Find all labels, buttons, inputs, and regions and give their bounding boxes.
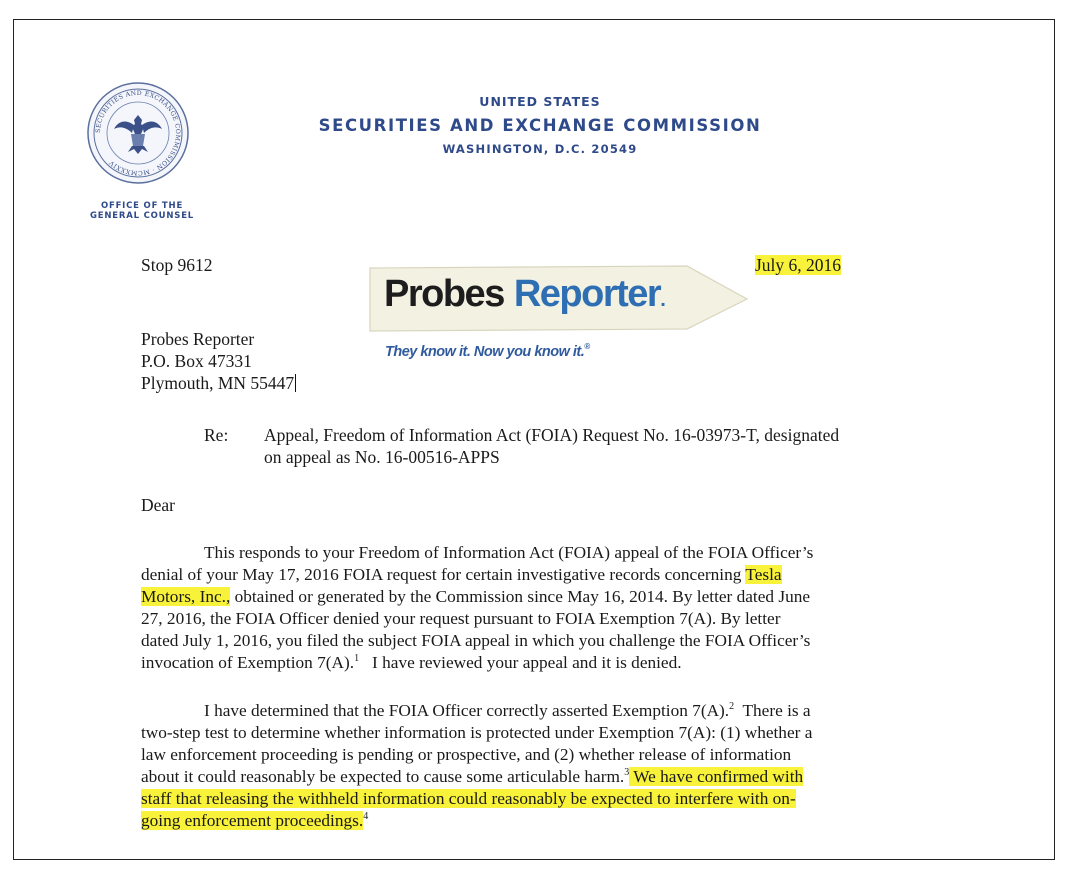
probes-reporter-logo: Probes Reporter. <box>384 273 665 315</box>
address-line-1: Probes Reporter <box>141 329 255 349</box>
paragraph-1-line-6: invocation of Exemption 7(A).$^1$ I have reviewed your appeal and it is denied. <box>141 653 682 672</box>
footnote-ref-2: 2 <box>729 701 735 712</box>
sec-seal-logo <box>84 79 192 187</box>
mail-stop: Stop 9612 <box>141 255 213 275</box>
paragraph-2-line-6 <box>141 810 368 832</box>
text-cursor <box>295 374 296 392</box>
paragraph-2-line-4: about it could reasonably be expected to cause some articulable harm.$^3$ We have confirmed with <box>141 767 804 786</box>
paragraph-1-line-4: 27, 2016, the FOIA Officer denied your request pursuant to FOIA Exemption 7(A). By letter <box>141 609 781 628</box>
highlight-tesla: Tesla <box>745 565 782 584</box>
paragraph-2-line-1: I have determined that the FOIA Officer correctly asserted Exemption 7(A).$^2$ There is a <box>204 701 811 720</box>
highlight-tesla-motors: Motors, Inc., <box>141 587 231 606</box>
re-line-1: Appeal, Freedom of Information Act (FOIA) Request No. 16-03973-T, designated <box>264 425 840 445</box>
letterhead-line-1: UNITED STATES <box>479 94 601 109</box>
salutation: Dear <box>141 495 176 515</box>
footnote-ref-4: 4 <box>363 811 369 822</box>
paragraph-2-line-2: two-step test to determine whether information is protected under Exemption 7(A): (1) whether a <box>141 723 813 742</box>
paragraph-1-line-2: denial of your May 17, 2016 FOIA request for certain investigative records concerning Tesla <box>141 565 782 584</box>
office-label <box>72 201 212 221</box>
highlight-confirmed: We have confirmed with <box>629 767 804 786</box>
paragraph-1-line-1: This responds to your Freedom of Information Act (FOIA) appeal of the FOIA Officer’s <box>204 543 814 562</box>
paragraph-2-line-3: law enforcement proceeding is pending or prospective, and (2) whether release of information <box>141 745 792 764</box>
office-line-1: OFFICE OF THE <box>100 201 184 211</box>
logo-word-reporter: Reporter <box>513 273 661 315</box>
address-line-2: P.O. Box 47331 <box>141 351 252 371</box>
paragraph-1-line-3: Motors, Inc., obtained or generated by the Commission since May 16, 2014. By letter dated June <box>141 587 811 606</box>
re-line-2: on appeal as No. 16-00516-APPS <box>264 447 500 467</box>
highlight-proceedings: going enforcement proceedings. <box>141 811 364 830</box>
letterhead-line-3: WASHINGTON, D.C. 20549 <box>442 142 638 156</box>
footnote-ref-3: 3 <box>624 767 630 778</box>
logo-tagline: They know it. Now you know it.® <box>385 342 590 360</box>
re-label: Re: <box>204 425 229 445</box>
footnote-ref-1: 1 <box>354 653 360 664</box>
address-line-3: Plymouth, MN 55447 <box>141 373 295 393</box>
logo-word-probes: Probes <box>384 273 504 315</box>
highlight-staff: staff that releasing the withheld information could reasonably be expected to interfere with on- <box>141 789 796 808</box>
letterhead-line-2: SECURITIES AND EXCHANGE COMMISSION <box>318 116 762 135</box>
office-line-2: GENERAL COUNSEL <box>89 211 195 221</box>
paragraph-1-line-5: dated July 1, 2016, you filed the subject FOIA appeal in which you challenge the FOIA Officer’s <box>141 631 811 650</box>
letter-date: July 6, 2016 <box>755 255 842 275</box>
svg-text:SECURITIES AND EXCHANGE COMMIS: SECURITIES AND EXCHANGE COMMISSION · MCMXXXIV <box>94 89 182 177</box>
paragraph-2-line-5 <box>141 788 796 810</box>
